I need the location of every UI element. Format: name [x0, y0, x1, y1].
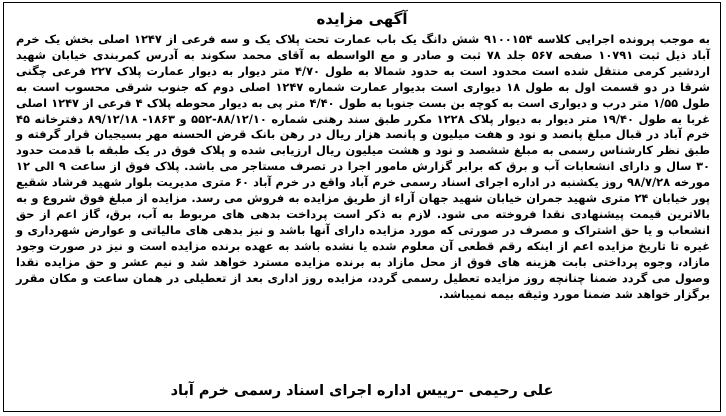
auction-notice — [3, 2, 721, 412]
notice-body: به موجب پرونده اجرایی کلاسه ۹۱۰۰۱۵۴ شش دانگ یک باب عمارت تحت پلاک یک و سه فرعی از ۱۲۴۷ اصلی بخش یک خرم آباد ذیل ثبت ۱۰۷۹۱ صفحه ۵۶۷ جلد ۷۸ ثبت و صادر و مع الواسطه به آقای محمد سکوند به آدرس کمربندی خیابان شهید اردشیر کرمی منتقل شده است محدود است به حدود شمالا به طول ۴/۷۰ متر دیوار به دیوار عمارت پلاک ۲۲۷ فرعی چگنی شرقا در دو قسمت اول به طول ۱۸ دیواری است بدیوار عمارت شماره ۱۲۴۷ اصلی دوم که جنوب شرقی محسوب است به طول ۱/۵۵ متر درب و دیواری است به کوچه بن بست جنوبا به طول ۴/۴۰ متر پی به دیوار محوطه پلاک ۴ فرعی از ۱۲۴۷ اصلی غربا به طول ۱۹/۴۰ متر دیوار به دیوار پلاک ۱۲۲۸ مکرر طبق سند رهنی شماره ۸۸/۱۲/۱۰-۵۵۲ و ۱۸۶۳- ۸۹/۱۲/۱۸ دفترخانه ۴۵ خرم آباد در قبال مبلغ پانصد و نود و هفت میلیون و پانصد هزار ریال در رهن بانک قرض الحسنه مهر بسیجیان قرار گرفته و طبق نظر کارشناس رسمی به مبلغ ششصد و نود و هشت میلیون ریال ارزیابی شده و پلاک فوق در یک طبقه با قدمت حدود ۳۰ سال و دارای انشعابات آب و برق که برابر گزارش مامور اجرا در تصرف مستاجر می باشد. پلاک فوق از ساعت ۹ الی ۱۲ مورخه ۹۸/۷/۲۸ روز یکشنبه در اداره اجرای اسناد رسمی خرم آباد واقع در خرم آباد ۶۰ متری مدیریت بلوار شهید فرشاد شقیع پور خیابان ۲۴ متری شهید جمران خیابان شهید جهان آراء از طریق مزایده به فروش می رسد. مزایده از مبلغ فوق شروع و به بالاترین قیمت پیشنهادی نقدا فروخته می شود. لازم به ذکر است پرداخت بدهی های مربوط به آب، برق، گاز اعم از حق انشعاب و یا حق اشتراک و مصرف در صورتی که مورد مزایده دارای آنها باشد و نیز بدهی های مالیاتی و عوارض شهرداری و غیره تا تاریخ مزایده اعم از اینکه رقم قطعی آن معلوم شده یا نشده باشد به عهده برنده مزایده است و نیز در صورت وجود مازاد، وجوه پرداختی بابت هزینه های فوق از محل مازاد به برنده مزایده مسترد خواهد شد و نیم عشر و حق مزایده نقدا وصول می گردد ضمنا چنانچه روز مزایده تعطیل رسمی گردد، مزایده روز اداری بعد از تعطیلی در همان ساعت و مکان مقرر برگزار خواهد شد ضمنا مورد وثیقه بیمه نمیباشد. — [16, 32, 710, 301]
notice-title: آگهی مزایده — [316, 10, 408, 28]
notice-signature: علی رحیمی –رییس اداره اجرای اسناد رسمی خرم آباد — [170, 383, 554, 399]
